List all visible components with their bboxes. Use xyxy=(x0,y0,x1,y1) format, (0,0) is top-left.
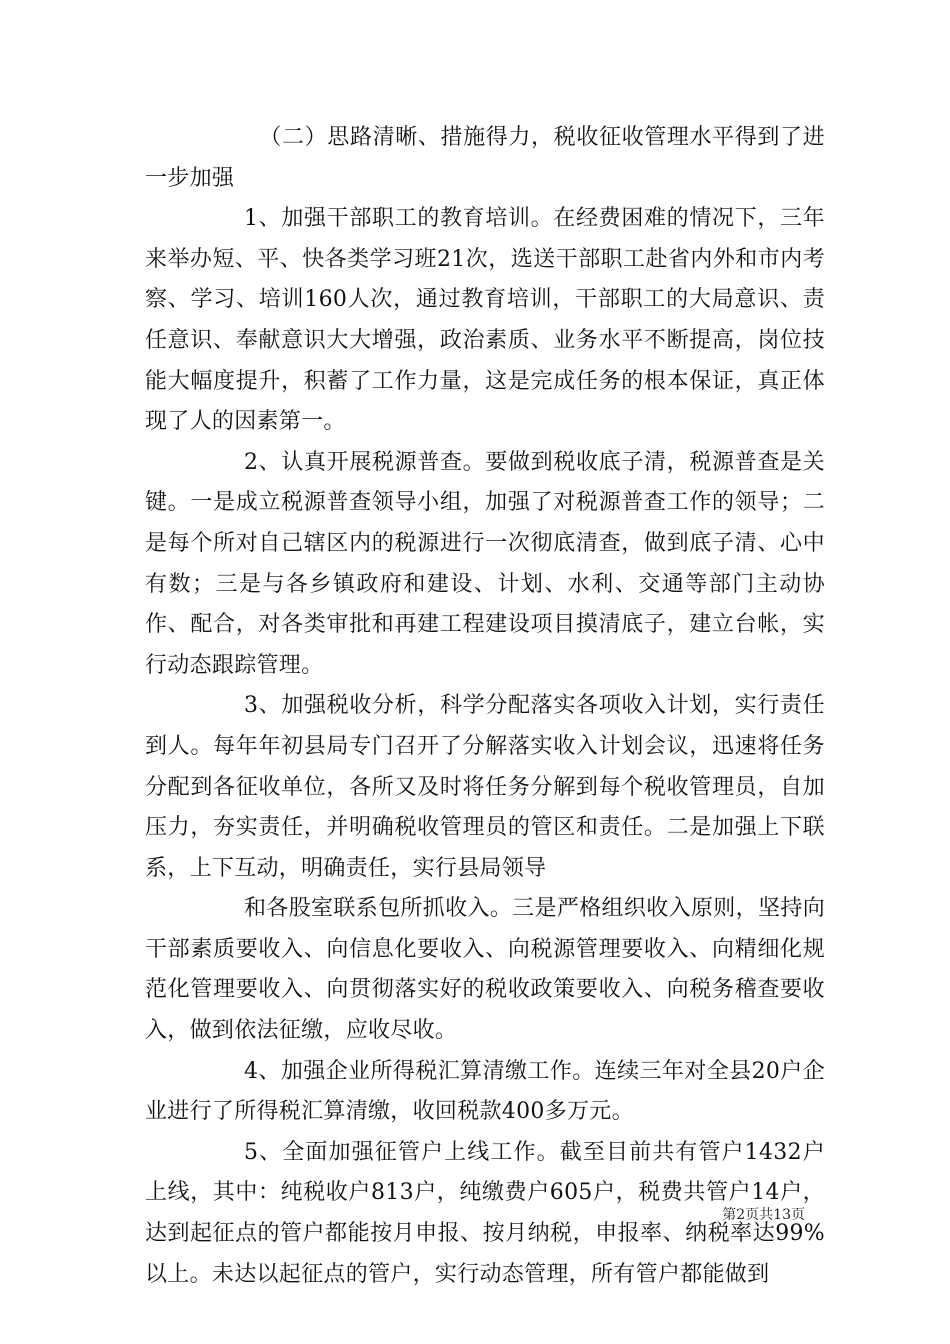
document-body xyxy=(145,118,825,1295)
section-heading: （二）思路清晰、措施得力，税收征收管理水平得到了进一步加强 xyxy=(145,125,825,191)
paragraph-3-continued: 和各股室联系包所抓收入。三是严格组织收入原则，坚持向干部素质要收入、向信息化要收入、向税源管理要收入、向精细化规范化管理要收入、向贯彻落实好的税收政策要收入、向税务稽查要收入，做到依法征缴，应收尽收。 xyxy=(145,896,825,1044)
paragraph-4: 4、加强企业所得税汇算清缴工作。连续三年对全县20户企业进行了所得税汇算清缴，收回税款400多万元。 xyxy=(145,1058,825,1125)
paragraph-5: 5、全面加强征管户上线工作。截至目前共有管户1432户上线，其中：纯税收户813户，纯缴费户605户，税费共管户14户，达到起征点的管户都能按月申报、按月纳税，申报率、纳税率达99%以上。未达以起征点的管户，实行动态管理，所有管户都能做到 xyxy=(145,1139,825,1287)
paragraph-1: 1、加强干部职工的教育培训。在经费困难的情况下，三年来举办短、平、快各类学习班21次，选送干部职工赴省内外和市内考察、学习、培训160人次，通过教育培训，干部职工的大局意识、责任意识、奉献意识大大增强，政治素质、业务水平不断提高，岗位技能大幅度提升，积蓄了工作力量，这是完成任务的根本保证，真正体现了人的因素第一。 xyxy=(145,206,825,435)
paragraph-3: 3、加强税收分析，科学分配落实各项收入计划，实行责任到人。每年年初县局专门召开了分解落实收入计划会议，迅速将任务分配到各征收单位，各所又及时将任务分解到每个税收管理员，自加压力，夯实责任，并明确税收管理员的管区和责任。二是加强上下联系，上下互动，明确责任，实行县局领导 xyxy=(145,693,825,881)
paragraph-2: 2、认真开展税源普查。要做到税收底子清，税源普查是关键。一是成立税源普查领导小组，加强了对税源普查工作的领导；二是每个所对自己辖区内的税源进行一次彻底清查，做到底子清、心中有数；三是与各乡镇政府和建设、计划、水利、交通等部门主动协作、配合，对各类审批和再建工程建设项目摸清底子，建立台帐，实行动态跟踪管理。 xyxy=(145,449,825,678)
page-number: 第2页共13页 xyxy=(722,1207,805,1223)
